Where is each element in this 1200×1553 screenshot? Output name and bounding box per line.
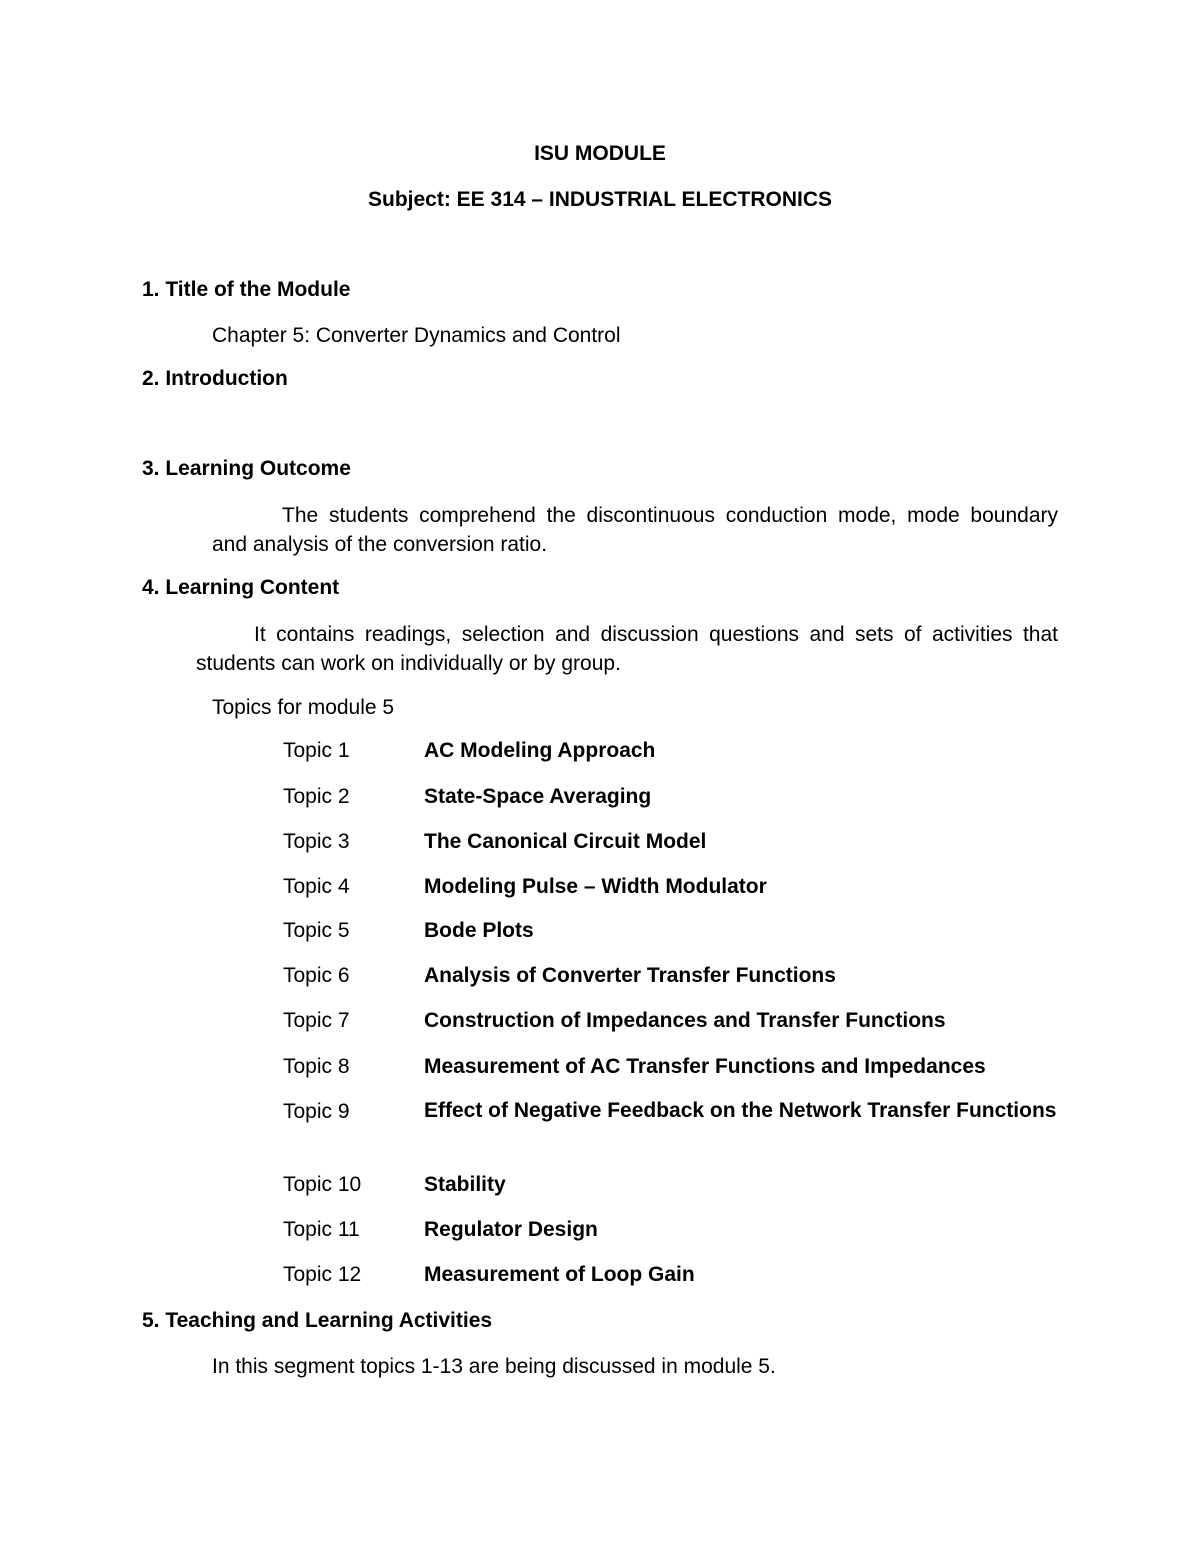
topic-label: Topic 10 [283, 1173, 362, 1196]
topic-title: AC Modeling Approach [424, 739, 656, 762]
topic-label: Topic 9 [283, 1100, 350, 1123]
topic-title: State-Space Averaging [424, 785, 652, 808]
topic-label: Topic 8 [283, 1055, 350, 1078]
subject-line: Subject: EE 314 – INDUSTRIAL ELECTRONICS [367, 188, 833, 211]
section-5-heading: 5. Teaching and Learning Activities [142, 1309, 493, 1332]
topic-label: Topic 4 [283, 875, 350, 898]
topic-label: Topic 3 [283, 830, 350, 853]
topic-title: The Canonical Circuit Model [424, 830, 707, 853]
section-2-heading: 2. Introduction [142, 367, 288, 390]
topic-label: Topic 1 [283, 739, 350, 762]
topic-title: Bode Plots [424, 919, 534, 942]
learning-outcome-text: The students comprehend the discontinuous conduction mode, mode boundary and analysis of the conversion ratio. [212, 504, 1058, 556]
section-1-heading: 1. Title of the Module [142, 278, 351, 301]
module-chapter-title: Chapter 5: Converter Dynamics and Control [212, 324, 621, 347]
topic-label: Topic 12 [283, 1263, 362, 1286]
topic-label: Topic 6 [283, 964, 350, 987]
section-4-heading: 4. Learning Content [142, 576, 340, 599]
topic-title: Measurement of AC Transfer Functions and Impedances [424, 1055, 986, 1078]
activities-text: In this segment topics 1-13 are being discussed in module 5. [212, 1355, 776, 1378]
module-title: ISU MODULE [534, 142, 666, 165]
topic-title: Modeling Pulse – Width Modulator [424, 875, 767, 898]
topic-label: Topic 5 [283, 919, 350, 942]
topic-title: Effect of Negative Feedback on the Network Transfer Functions [424, 1099, 1057, 1122]
topic-title: Measurement of Loop Gain [424, 1263, 695, 1286]
topic-label: Topic 7 [283, 1009, 350, 1032]
topic-title: Regulator Design [424, 1218, 598, 1241]
topic-title: Analysis of Converter Transfer Functions [424, 964, 836, 987]
topic-label: Topic 2 [283, 785, 350, 808]
topic-title: Stability [424, 1173, 506, 1196]
section-3-heading: 3. Learning Outcome [142, 457, 351, 480]
learning-content-text: It contains readings, selection and discussion questions and sets of activities that students can work on individually or by group. [196, 623, 1058, 675]
topic-label: Topic 11 [283, 1218, 360, 1241]
topics-intro: Topics for module 5 [212, 696, 395, 719]
topic-title: Construction of Impedances and Transfer Functions [424, 1009, 946, 1032]
